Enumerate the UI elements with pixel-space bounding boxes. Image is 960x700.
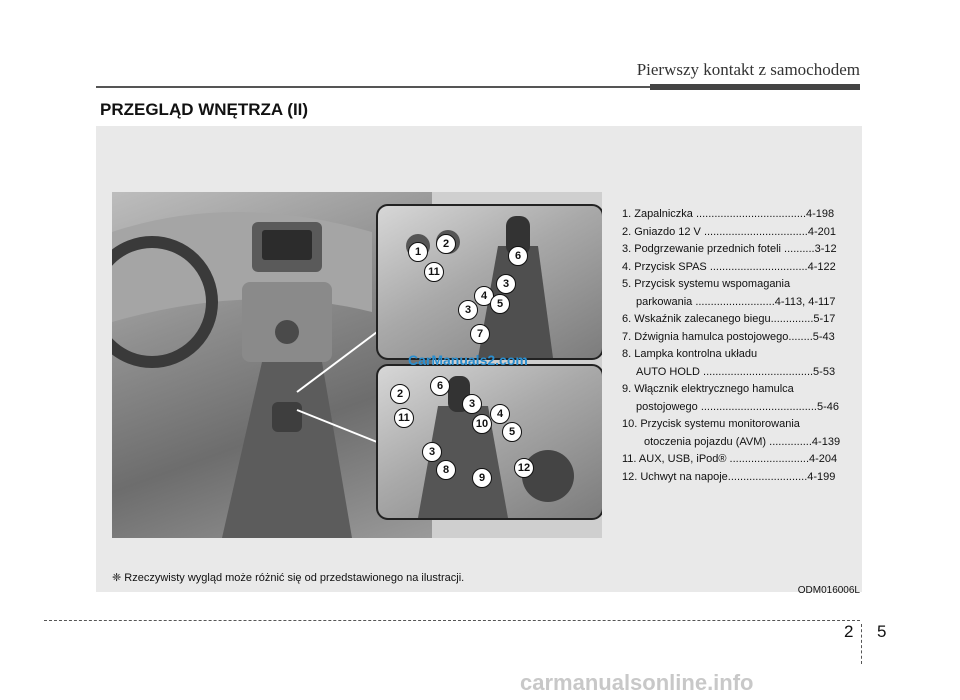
marker: 6	[430, 376, 450, 396]
header-rule-accent	[650, 84, 860, 90]
marker: 10	[472, 414, 492, 434]
marker: 7	[470, 324, 490, 344]
list-item: 12. Uchwyt na napoje..........................4-199	[622, 470, 836, 483]
marker: 11	[424, 262, 444, 282]
marker: 4	[474, 286, 494, 306]
section-title: PRZEGLĄD WNĘTRZA (II)	[100, 100, 309, 119]
list-item: 4. Przycisk SPAS ................................4-122	[622, 260, 836, 273]
interior-illustration	[112, 192, 602, 538]
component-list	[622, 206, 854, 486]
site-footer: carmanualsonline.info	[520, 670, 754, 695]
marker: 4	[490, 404, 510, 424]
list-item: 3. Podgrzewanie przednich foteli ..........3-12	[622, 243, 837, 255]
console-upper-drawing	[378, 206, 602, 358]
list-item: 6. Wskaźnik zalecanego biegu..............5-17	[622, 313, 836, 325]
figure-code: ODM016006L	[797, 585, 860, 596]
marker: 3	[422, 442, 442, 462]
watermark: CarManuals2.com	[408, 352, 528, 368]
marker: 8	[436, 460, 456, 480]
page-separator	[861, 624, 862, 664]
marker: 11	[394, 408, 414, 428]
list-item-continuation: postojowego ......................................5-46	[636, 400, 839, 413]
list-item: 1. Zapalniczka ....................................4-198	[622, 208, 835, 220]
list-item-continuation: otoczenia pojazdu (AVM) ..............4-139	[644, 435, 841, 448]
list-item: 7. Dźwignia hamulca postojowego........5-43	[622, 330, 835, 343]
list-item: 9. Włącznik elektrycznego hamulca	[622, 383, 794, 395]
list-item: 10. Przycisk systemu monitorowania	[622, 418, 800, 430]
page-number	[844, 622, 886, 642]
illustration-note: ❈ Rzeczywisty wygląd może różnić się od przedstawionego na ilustracji.	[112, 572, 465, 584]
marker: 2	[436, 234, 456, 254]
marker: 9	[472, 468, 492, 488]
footer-rule	[44, 620, 860, 621]
marker: 1	[408, 242, 428, 262]
list-item: 8. Lampka kontrolna układu	[622, 348, 758, 360]
list-item-continuation: parkowania ..........................4-113, 4-117	[636, 295, 836, 308]
marker: 3	[462, 394, 482, 414]
list-item-continuation: AUTO HOLD ....................................5-53	[636, 365, 836, 378]
marker: 6	[508, 246, 528, 266]
list-item: 2. Gniazdo 12 V ..................................4-201	[622, 225, 836, 238]
page-index: 5	[876, 622, 887, 641]
inset-upper	[376, 204, 602, 360]
console-lower-drawing	[378, 366, 602, 518]
marker: 2	[390, 384, 410, 404]
marker: 3	[458, 300, 478, 320]
marker: 12	[514, 458, 534, 478]
list-item: 5. Przycisk systemu wspomagania	[622, 278, 791, 290]
list-item: 11. AUX, USB, iPod® ..........................4-204	[622, 453, 838, 465]
inset-lower	[376, 364, 602, 520]
marker: 3	[496, 274, 516, 294]
marker: 5	[490, 294, 510, 314]
header-title: Pierwszy kontakt z samochodem	[636, 60, 860, 79]
chapter-number: 2	[844, 622, 854, 641]
marker: 5	[502, 422, 522, 442]
